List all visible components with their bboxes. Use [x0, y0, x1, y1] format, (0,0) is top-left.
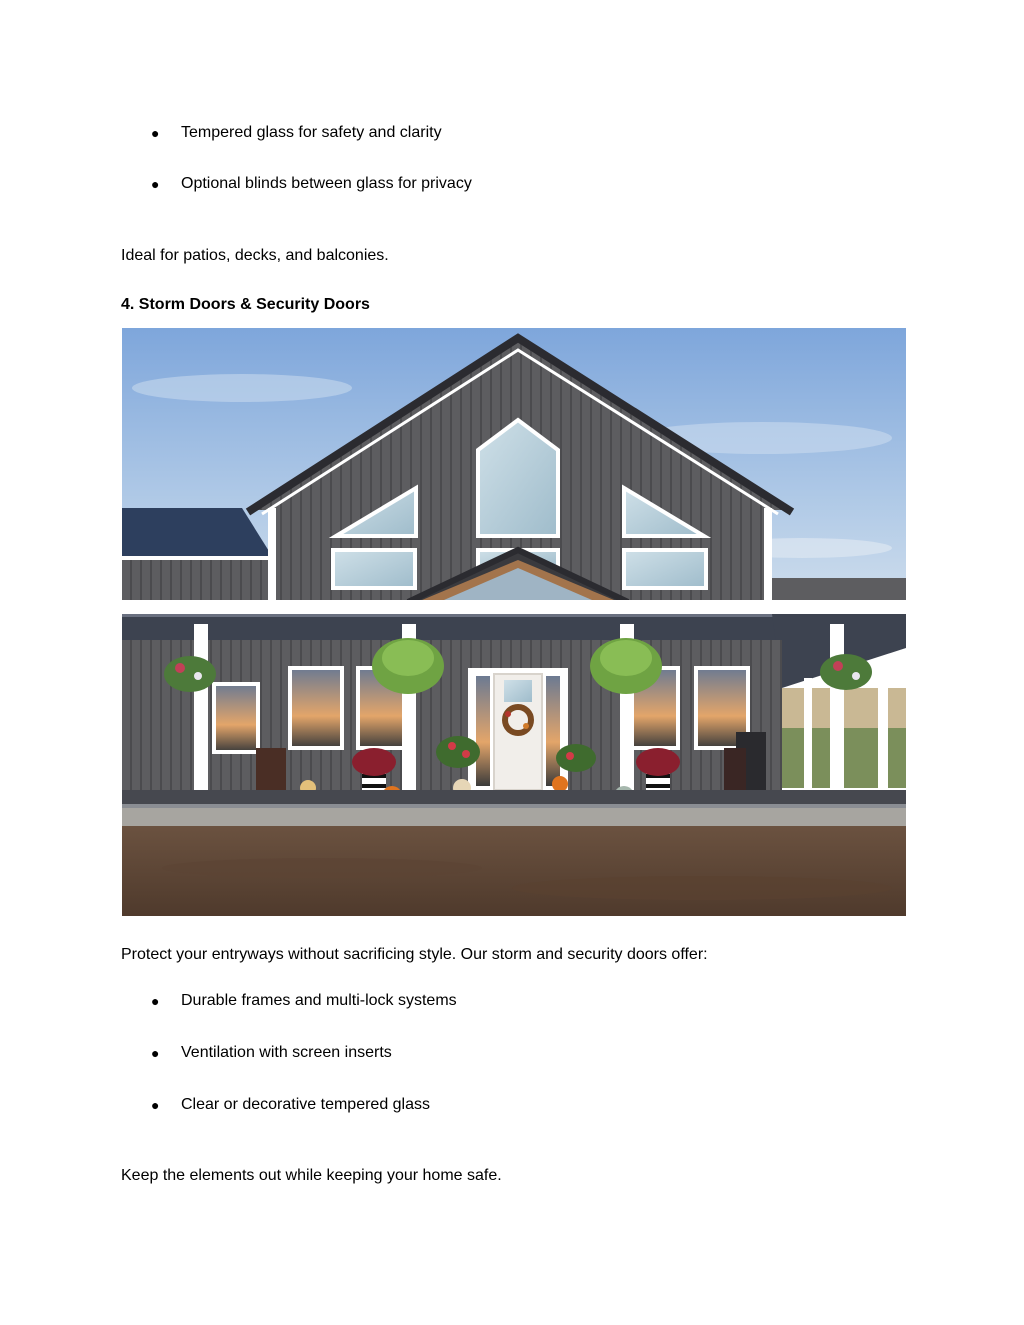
bullet-item-durable-frames: Durable frames and multi-lock systems — [181, 992, 457, 1009]
intro-text: Protect your entryways without sacrificing style. Our storm and security doors offer: — [121, 946, 708, 963]
house-front-porch-photo — [122, 328, 906, 916]
bullet-dot: ● — [151, 993, 160, 1009]
section-heading: 4. Storm Doors & Security Doors — [121, 296, 370, 313]
closing-text: Keep the elements out while keeping your home safe. — [121, 1167, 502, 1184]
bullet-item-ventilation: Ventilation with screen inserts — [181, 1044, 392, 1061]
bullet-item-optional-blinds: Optional blinds between glass for privacy — [181, 175, 472, 192]
patio-note: Ideal for patios, decks, and balconies. — [121, 247, 389, 264]
bullet-dot: ● — [151, 1045, 160, 1061]
bullet-dot: ● — [151, 125, 160, 141]
bullet-item-tempered-glass-options: Clear or decorative tempered glass — [181, 1096, 431, 1113]
bullet-item-tempered-glass: Tempered glass for safety and clarity — [181, 124, 442, 141]
bullet-dot: ● — [151, 1097, 160, 1113]
bullet-dot: ● — [151, 176, 160, 192]
